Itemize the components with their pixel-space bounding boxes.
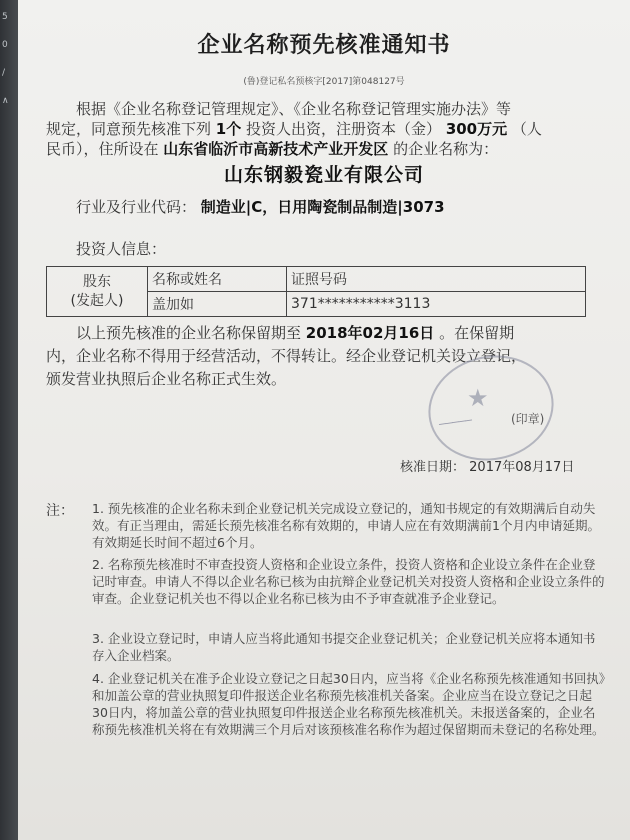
investor-role-cell: 股东 (发起人)	[47, 267, 148, 317]
approval-date: 2017年08月17日	[469, 460, 575, 475]
note-item-2: 2. 名称预先核准时不审查投资人资格和企业设立条件，投资人资格和企业设立条件在企业登记时审查。申请人不得以企业名称已核为由抗辩企业登记机关对投资人资格和企业设立条件的审查。企业登记机关也不得以企业名称已核为由不予审查就准予企业登记。	[92, 557, 605, 606]
company-name: 山东钢毅瓷业有限公司	[223, 164, 424, 186]
note-item-1: 1. 预先核准的企业名称未到企业登记机关完成设立登记的，通知书规定的有效期满后自动失效。有正当理由，需延长预先核准名称有效期的，申请人应在有效期满前1个月内申请延期。有效期延长时间不超过6个月。	[92, 501, 600, 550]
column-header-license: 证照号码	[287, 267, 586, 292]
industry-value: 制造业|C，日用陶瓷制品制造|3073	[200, 198, 445, 216]
investor-info-label: 投资人信息：	[76, 240, 167, 258]
company-address: 山东省临沂市高新技术产业开发区	[163, 140, 389, 158]
investor-table	[46, 266, 586, 317]
column-header-name: 名称或姓名	[148, 267, 287, 292]
registered-capital: 300万元	[445, 120, 508, 138]
industry-line	[76, 196, 445, 217]
notes-label: 注：	[46, 503, 74, 519]
industry-label: 行业及行业代码：	[76, 198, 197, 216]
investor-count: 1个	[215, 120, 242, 138]
note-item-4: 4. 企业登记机关在准予企业设立登记之日起30日内，应当将《企业名称预先核准通知书回执》和加盖公章的营业执照复印件报送企业名称预先核准机关备案。企业应当在设立登记之日起30日内，将加盖公章的营业执照复印件报送企业名称预先核准机关。未报送备案的，企业名称预先核准机关将在有效期满三个月后对该预核准名称作为超过保留期而未登记的名称处理。	[92, 671, 606, 737]
paragraph-1-line-3: 民币），住所设在 山东省临沂市高新技术产业开发区 的企业名称为：	[46, 140, 499, 158]
investor-name-cell: 盖加如	[148, 292, 287, 317]
notice-document	[18, 0, 630, 840]
paragraph-1-line-2: 规定，同意预先核准下列 1个 投资人出资，注册资本（金） 300万元 （人	[46, 120, 542, 138]
paragraph-2-line-1: 以上预先核准的企业名称保留期至 2018年02月16日 。在保留期	[76, 324, 515, 342]
note-item-3: 3. 企业设立登记时，申请人应当将此通知书提交企业登记机关；企业登记机关应将本通知书存入企业档案。	[92, 631, 596, 663]
document-number: (鲁)登记私名预核字[2017]第048127号	[243, 77, 405, 87]
investor-license-cell: 371***********3113	[287, 292, 586, 317]
paragraph-2-line-3: 颁发营业执照后企业名称正式生效。	[46, 370, 287, 388]
approval-date-label: 核准日期：	[400, 460, 466, 475]
seal-star-icon: ★	[467, 384, 489, 412]
table-header-row	[47, 267, 586, 292]
paragraph-1-line-1: 根据《企业名称登记管理规定》、《企业名称登记管理实施办法》等	[76, 100, 512, 118]
page-title: 企业名称预先核准通知书	[197, 33, 451, 58]
background-marks: 5 0 / ∧	[2, 12, 9, 106]
expiry-date: 2018年02月16日	[305, 324, 435, 342]
seal-note: (印章)	[511, 412, 545, 426]
paragraph-2-line-2: 内，企业名称不得用于经营活动，不得转让。经企业登记机关设立登记，	[46, 347, 527, 365]
approval-date-line	[400, 456, 574, 475]
seal-text-mark: ─────	[438, 413, 473, 432]
